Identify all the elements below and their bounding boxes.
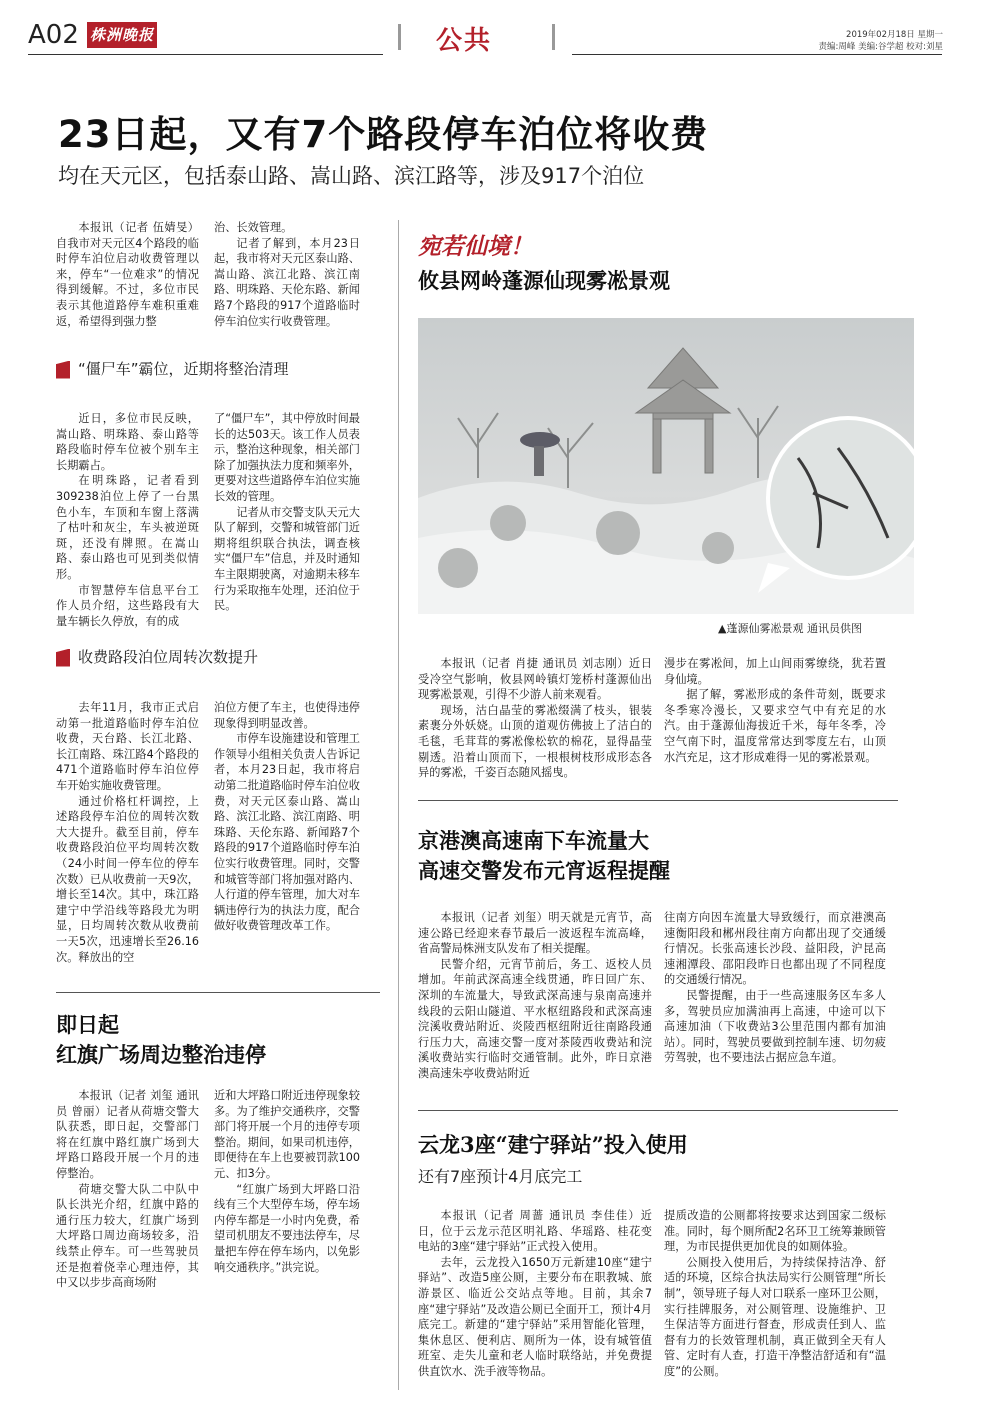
paragraph: 民警提醒，由于一些高速服务区车多人多，驾驶员应加满油再上高速，中途可以下高速加油（下收费站3公里范围内都有加油站）。同时，驾驶员要做到控制车速、切勿疲劳驾驶，也不要违法占据应急车道。 <box>664 988 886 1065</box>
rime-photo <box>418 318 914 614</box>
section1-col2 <box>214 411 360 614</box>
paragraph: 在明珠路，记者看到309238泊位上停了一台黑色小车，车顶和车窗上落满了枯叶和灰尘，车头被逆斑斑，还没有牌照。在嵩山路、泰山路也可见到类似情形。 <box>56 474 199 581</box>
hongqi-col2 <box>214 1088 360 1275</box>
paragraph: 去年11月，我市正式启动第一批道路临时停车泊位收费，天台路、长江北路、长江南路、珠江路4个路段的471个道路临时停车泊位停车开始实施收费管理。 <box>56 701 199 792</box>
section2-heading <box>56 646 258 667</box>
section-title: 公共 <box>436 26 493 56</box>
column-separator <box>398 220 399 1390</box>
paragraph: 去年，云龙投入1650万元新建10座“建宁驿站”、改造5座公厕，主要分布在职教城、旅游景区、临近公交站点等地。目前，其余7座“建宁驿站”及改造公厕已全面开工，预计4月底完工。新建的“建宁驿站”采用智能化管理，集休息区、便利店、厕所为一体，设有城管值班室、走失儿童和老人临时联络站，并免费提供直饮水、洗手液等物品。 <box>418 1255 652 1378</box>
paragraph: 近和大坪路口附近违停现象较多。为了维护交通秩序，交警部门将开展一个月的违停专项整治。期间，如果司机违停，即便待在车上也要被罚款100元、扣3分。 <box>214 1089 360 1180</box>
paragraph: 通过价格杠杆调控，上述路段停车泊位的周转次数大大提升。截至目前，停车收费路段泊位平均周转次数（24小时间一停车位的停车次数）已从收费前一天9次，增长至14次。其中，珠江路建宁中学沿线等路段尤为明显，日均周转次数从收费前一天5次，迅速增长至26.16次。释放出的空 <box>56 794 199 964</box>
paragraph: 治、长效管理。 <box>214 221 293 234</box>
paragraph: 本报讯（记者 周蔷 通讯员 李佳佳）近日，位于云龙示范区明礼路、华瑶路、桂花变电站的3座“建宁驿站”正式投入使用。 <box>418 1209 652 1254</box>
section1-heading <box>56 358 289 379</box>
hongqi-title-line2: 红旗广场周边整治违停 <box>56 1042 266 1067</box>
section1-col1 <box>56 411 199 629</box>
yunlong-subtitle: 还有7座预计4月底完工 <box>418 1167 583 1186</box>
header-rule-right <box>572 54 942 55</box>
youxian-title: 攸县网岭蓬源仙现雾凇景观 <box>418 268 670 293</box>
section2-col1 <box>56 700 199 965</box>
highway-title-line1: 京港澳高速南下车流量大 <box>418 828 649 853</box>
masthead-logo: 株洲晚报 <box>87 22 157 48</box>
paragraph: “红旗广场到大坪路口沿线有三个大型停车场，停车场内停车都是一小时内免费，希望司机朋友不要违法停车，尽量把车停在停车场内，以免影响交通秩序。”洪完说。 <box>214 1182 360 1274</box>
issue-date: 2019年02月18日 星期一 <box>846 30 943 40</box>
rime-photo-svg <box>418 318 914 614</box>
paragraph: 近日，多位市民反映，嵩山路、明珠路、泰山路等路段临时停车位被个别车主长期霸占。 <box>56 412 199 472</box>
red-marker-icon <box>56 649 70 667</box>
paragraph: 本报讯（记者 刘玺 通讯员 曾丽）记者从荷塘交警大队获悉，即日起，交警部门将在红旗中路红旗广场到大坪路口路段开展一个月的违停整治。 <box>56 1089 199 1180</box>
right-divider-rule-1 <box>418 800 898 801</box>
yunlong-col1 <box>418 1208 652 1380</box>
paragraph: 往南方向因车流量大导致缓行，而京港澳高速衡阳段和郴州段往南方向都出现了交通缓行情况。长张高速长沙段、益阳段，沪昆高速湘潭段、邵阳段昨日也都出现了不同程度的交通缓行情况。 <box>664 911 886 987</box>
paragraph: 现场，沽白晶莹的雾凇缀满了枝头，银装素裹分外妖娆。山顶的道观仿佛披上了洁白的毛毯，毛茸茸的雾凇像松软的棉花，显得晶莹剔透。沿着山顶而下，一根根树枝形成形态各异的雾凇，千姿百态随风摇曳。 <box>418 703 652 780</box>
paragraph: 民警介绍，元宵节前后，务工、返校人员增加。年前武深高速全线贯通，昨日回广东、深圳的车流量大，导致武深高速与泉南高速并线段的云阳山隧道、平水枢纽路段和武深高速浣溪收费站附近、炎陵西枢纽附近往南路段通行压力大，高速交警一度对茶陵西收费站和浣溪收费站实行临时交通管制。此外，昨日京港澳高速朱亭收费站附近 <box>418 957 652 1080</box>
section2-col2 <box>214 700 360 934</box>
highway-col2 <box>664 910 886 1066</box>
section1-title: “僵尸车”霸位，近期将整治清理 <box>78 360 289 378</box>
paragraph: 市停车设施建设和管理工作领导小组相关负责人告诉记者，本月23日起，我市将启动第二批道路临时停车泊位收费，对天元区泰山路、嵩山路、滨江北路、滨江南路、明珠路、天伦东路、新闻路7个路段的917个道路临时停车泊位实行收费管理。同时，交警和城管等部门将加强对路内、人行道的停车管理，加大对车辆违停行为的执法力度，配合做好收费管理改革工作。 <box>214 732 360 933</box>
section2-title: 收费路段泊位周转次数提升 <box>78 648 259 666</box>
lead-intro-col2 <box>214 220 360 329</box>
paragraph: 市智慧停车信息平台工作人员介绍，这些路段有大量车辆长久停放，有的成 <box>56 583 199 628</box>
hongqi-col1 <box>56 1088 199 1291</box>
hongqi-title-line1: 即日起 <box>56 1012 119 1037</box>
youxian-kicker: 宛若仙境！ <box>418 233 533 260</box>
highway-title-line2: 高速交警发布元宵返程提醒 <box>418 858 670 883</box>
youxian-col2 <box>664 656 886 765</box>
paragraph: 本报讯（记者 伍婧旻）自我市对天元区4个路段的临时停车泊位启动收费管理以来，停车“一位难求”的情况得到缓解。不过，多位市民表示其他道路停车难积重难返，希望得到强力整 <box>56 221 199 328</box>
paragraph: 泊位方便了车主，也使得违停现象得到明显改善。 <box>214 701 360 730</box>
lead-intro-col1 <box>56 220 199 329</box>
header-divider-right <box>552 24 555 50</box>
lead-subheadline: 均在天元区，包括泰山路、嵩山路、滨江路等，涉及917个泊位 <box>58 164 645 188</box>
header-rule-left <box>28 54 383 55</box>
right-divider-rule-2 <box>418 1110 898 1111</box>
paragraph: 据了解，雾凇形成的条件苛刻，既要求冬季寒冷漫长，又要求空气中有充足的水汽。由于蓬源仙海拔近千米，每年冬季，冷空气南下时，温度常常达到零度左右，山顶水汽充足，这才形成难得一见的雾凇景观。 <box>664 688 886 764</box>
youxian-col1 <box>418 656 652 781</box>
paragraph: 记者了解到，本月23日起，我市将对天元区泰山路、嵩山路、滨江北路、滨江南路、明珠路、天伦东路、新闻路7个路段的917个道路临时停车泊位实行收费管理。 <box>214 236 360 328</box>
paragraph: 漫步在雾凇间，加上山间雨雾缭绕，犹若置身仙境。 <box>664 657 886 686</box>
paragraph: 了“僵尸车”，其中停放时间最长的达503天。该工作人员表示，整治这种现象，相关部门除了加强执法力度和频率外，更要对这些道路停车泊位实施长效的管理。 <box>214 412 360 503</box>
red-marker-icon <box>56 361 70 379</box>
photo-caption: ▲蓬源仙雾凇景观 通讯员供图 <box>718 622 862 635</box>
left-divider-rule <box>56 992 380 993</box>
paragraph: 公厕投入使用后，为持续保持洁净、舒适的环境，区综合执法局实行公厕管理“所长制”，领导班子每人对口联系一座环卫公厕，实行挂牌服务，对公厕管理、设施维护、卫生保洁等方面进行督查，形成责任到人、监督有力的长效管理机制，真正做到全天有人管、定时有人查，打造干净整洁舒适和有“温度”的公厕。 <box>664 1255 886 1378</box>
paragraph: 记者从市交警支队天元大队了解到，交警和城管部门近期将组织联合执法，调查核实“僵尸车”信息，并及时通知车主限期驶离，对逾期未移车行为采取拖车处理，还泊位于民。 <box>214 505 360 613</box>
paragraph: 荷塘交警大队二中队中队长洪光介绍，红旗中路的通行压力较大，红旗广场到大坪路口周边商场较多，沿线禁止停车。可一些驾驶员还是抱着侥幸心理违停，其中又以步步高商场附 <box>56 1182 199 1290</box>
lead-headline: 23日起，又有7个路段停车泊位将收费 <box>58 113 709 156</box>
header-divider-left <box>398 24 401 50</box>
paragraph: 提质改造的公厕都将按要求达到国家二级标准。同时，每个厕所配2名环卫工统筹兼顾管理，为市民提供更加优良的如厕体验。 <box>664 1209 886 1254</box>
yunlong-col2 <box>664 1208 886 1380</box>
page-number: A02 <box>28 20 79 50</box>
yunlong-title: 云龙3座“建宁驿站”投入使用 <box>418 1132 688 1157</box>
paragraph: 本报讯（记者 刘玺）明天就是元宵节，高速公路已经迎来春节最后一波返程车流高峰，省高警局株洲支队发布了相关提醒。 <box>418 911 652 956</box>
editor-credits: 责编:周峰 美编:谷学超 校对:刘星 <box>818 42 943 52</box>
paragraph: 本报讯（记者 肖捷 通讯员 刘志刚）近日受冷空气影响，攸县网岭镇灯笼桥村蓬源仙出现雾凇景观，引得不少游人前来观看。 <box>418 657 652 702</box>
highway-col1 <box>418 910 652 1082</box>
